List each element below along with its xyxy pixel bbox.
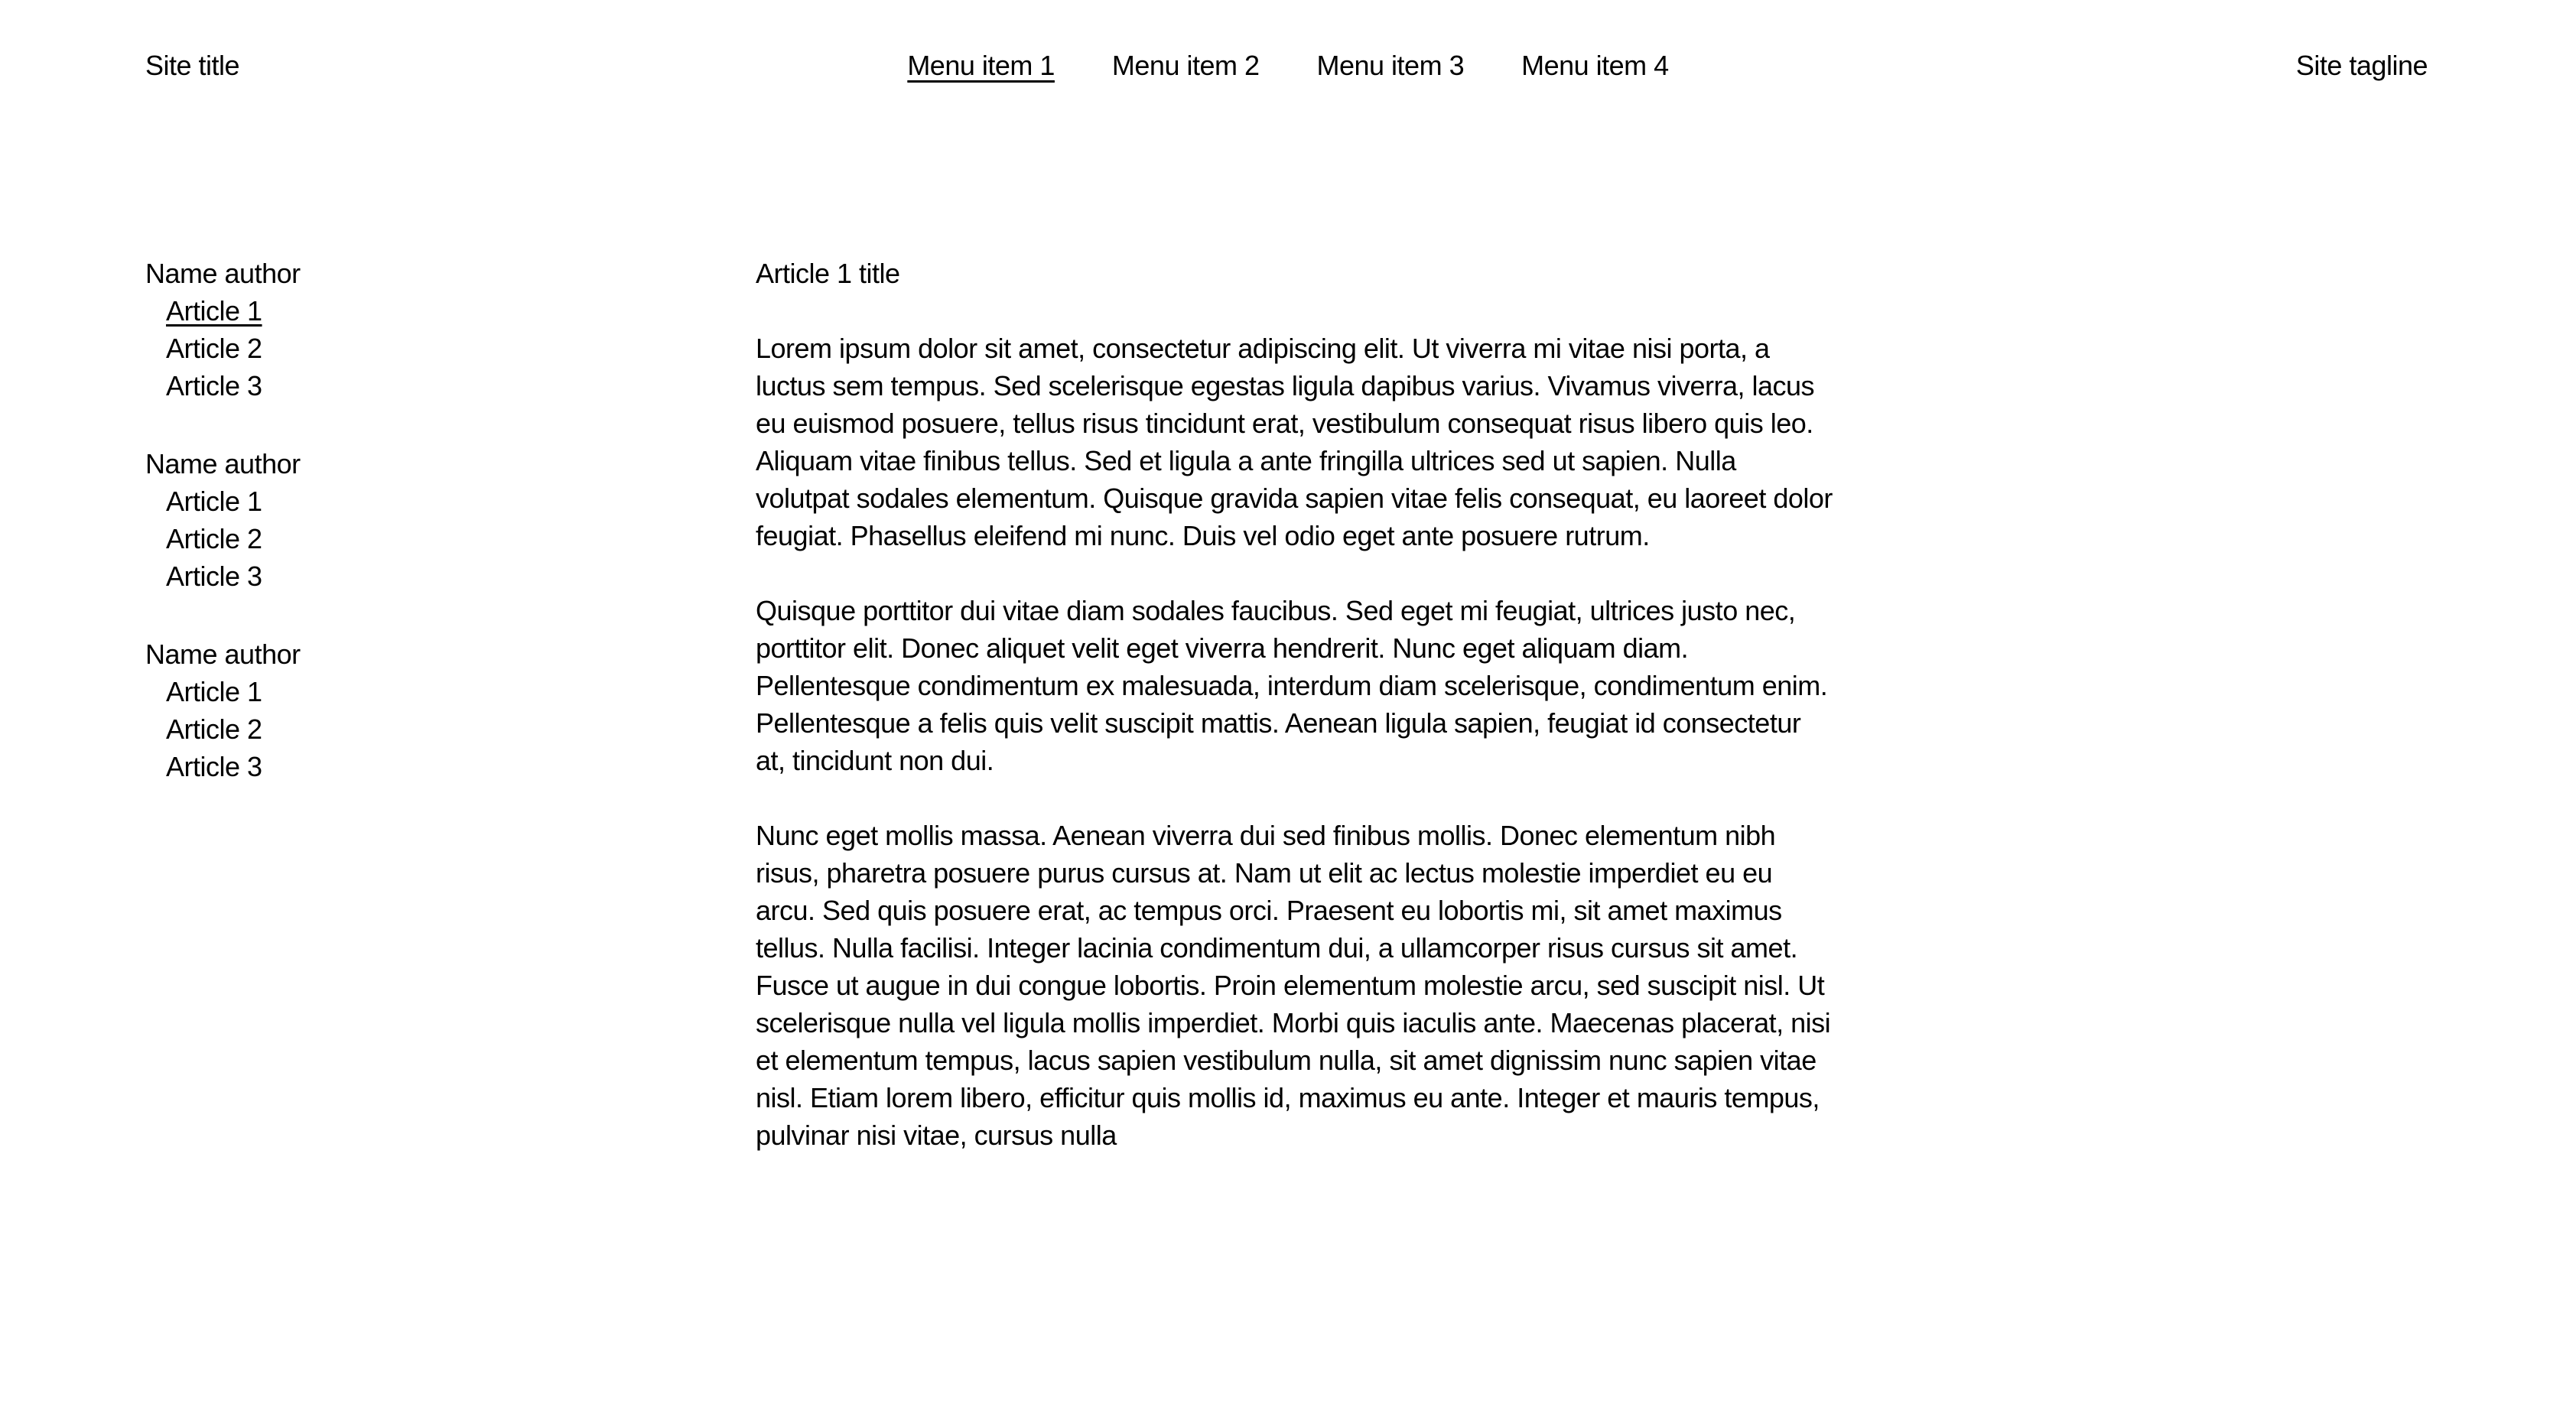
- article-paragraph-3: [756, 817, 1903, 1154]
- paragraph-line: volutpat sodales elementum. Quisque gravida sapien vitae felis consequat, eu laoreet dolor: [756, 483, 1833, 514]
- paragraph-line: Quisque porttitor dui vitae diam sodales faucibus. Sed eget mi feugiat, ultrices justo nec,: [756, 595, 1796, 626]
- paragraph-line: feugiat. Phasellus eleifend mi nunc. Duis vel odio eget ante posuere rutrum.: [756, 520, 1650, 551]
- paragraph-line: pulvinar nisi vitae, cursus nulla: [756, 1120, 1117, 1151]
- main-nav: [907, 47, 1668, 84]
- group-3-article-link-3[interactable]: Article 3: [166, 751, 262, 782]
- article-list: [145, 483, 681, 595]
- paragraph-line: Lorem ipsum dolor sit amet, consectetur adipiscing elit. Ut viverra mi vitae nisi porta, a: [756, 333, 1770, 364]
- paragraph-line: et elementum tempus, lacus sapien vestibulum nulla, sit amet dignissim nunc sapien vitae: [756, 1045, 1817, 1076]
- article-list-item: [166, 748, 681, 785]
- article-paragraph-2: [756, 592, 1903, 779]
- menu-item-4[interactable]: Menu item 4: [1521, 50, 1669, 81]
- author-name: Name author: [145, 448, 301, 479]
- article-list-item: [166, 292, 681, 330]
- menu-item-2[interactable]: Menu item 2: [1111, 50, 1260, 81]
- group-1-article-link-2[interactable]: Article 2: [166, 333, 262, 364]
- paragraph-line: Aliquam vitae finibus tellus. Sed et ligula a ante fringilla ultrices sed ut sapien. Nulla: [756, 445, 1736, 476]
- article-list-item: [166, 557, 681, 595]
- article-list-item: [166, 520, 681, 557]
- article-list: [145, 673, 681, 785]
- article-list-item: [166, 710, 681, 748]
- group-1-article-link-3[interactable]: Article 3: [166, 370, 262, 401]
- group-1-article-link-1[interactable]: Article 1: [166, 295, 262, 327]
- menu-item-3[interactable]: Menu item 3: [1316, 50, 1465, 81]
- article-title: Article 1 title: [756, 258, 900, 289]
- group-2-article-link-1[interactable]: Article 1: [166, 486, 262, 517]
- paragraph-line: at, tincidunt non dui.: [756, 745, 994, 776]
- article-list-item: [166, 483, 681, 520]
- paragraph-line: scelerisque nulla vel ligula mollis imperdiet. Morbi quis iaculis ante. Maecenas placerat, nisi: [756, 1007, 1831, 1038]
- author-name: Name author: [145, 258, 301, 289]
- group-2-article-link-3[interactable]: Article 3: [166, 561, 262, 592]
- paragraph-line: nisl. Etiam lorem libero, efficitur quis mollis id, maximus eu ante. Integer et mauris tempus,: [756, 1082, 1820, 1113]
- group-3-article-link-2[interactable]: Article 2: [166, 713, 262, 745]
- menu-item-1[interactable]: Menu item 1: [907, 50, 1055, 81]
- author-group-2: [145, 445, 681, 595]
- paragraph-line: luctus sem tempus. Sed scelerisque egestas ligula dapibus varius. Vivamus viverra, lacus: [756, 370, 1815, 401]
- article-paragraph-1: [756, 330, 1903, 554]
- paragraph-line: eu euismod posuere, tellus risus tincidunt erat, vestibulum consequat risus libero quis leo.: [756, 408, 1813, 439]
- paragraph-line: Pellentesque condimentum ex malesuada, interdum diam scelerisque, condimentum enim.: [756, 670, 1828, 701]
- group-3-article-link-1[interactable]: Article 1: [166, 676, 262, 707]
- author-group-1: [145, 255, 681, 405]
- site-title[interactable]: Site title: [145, 50, 240, 81]
- paragraph-line: Pellentesque a felis quis velit suscipit mattis. Aenean ligula sapien, feugiat id consectetur: [756, 707, 1801, 739]
- group-2-article-link-2[interactable]: Article 2: [166, 523, 262, 554]
- author-name: Name author: [145, 639, 301, 670]
- paragraph-line: arcu. Sed quis posuere erat, ac tempus orci. Praesent eu lobortis mi, sit amet maximus: [756, 895, 1782, 926]
- paragraph-line: Fusce ut augue in dui congue lobortis. Proin elementum molestie arcu, sed suscipit nisl. Ut: [756, 970, 1825, 1001]
- article-list-item: [166, 330, 681, 367]
- paragraph-line: risus, pharetra posuere purus cursus at. Nam ut elit ac lectus molestie imperdiet eu eu: [756, 857, 1773, 889]
- article: [756, 255, 1903, 1154]
- article-list-item: [166, 673, 681, 710]
- site-tagline: Site tagline: [2295, 50, 2428, 81]
- paragraph-line: porttitor elit. Donec aliquet velit eget viverra hendrerit. Nunc eget aliquam diam.: [756, 632, 1689, 664]
- paragraph-line: Nunc eget mollis massa. Aenean viverra dui sed finibus mollis. Donec elementum nibh: [756, 820, 1776, 851]
- paragraph-line: tellus. Nulla facilisi. Integer lacinia condimentum dui, a ullamcorper risus cursus sit amet.: [756, 932, 1798, 964]
- article-list-item: [166, 367, 681, 405]
- author-group-3: [145, 635, 681, 785]
- article-list: [145, 292, 681, 405]
- site-header: [0, 0, 2576, 138]
- sidebar: [145, 255, 681, 826]
- article-body: [756, 330, 1903, 1154]
